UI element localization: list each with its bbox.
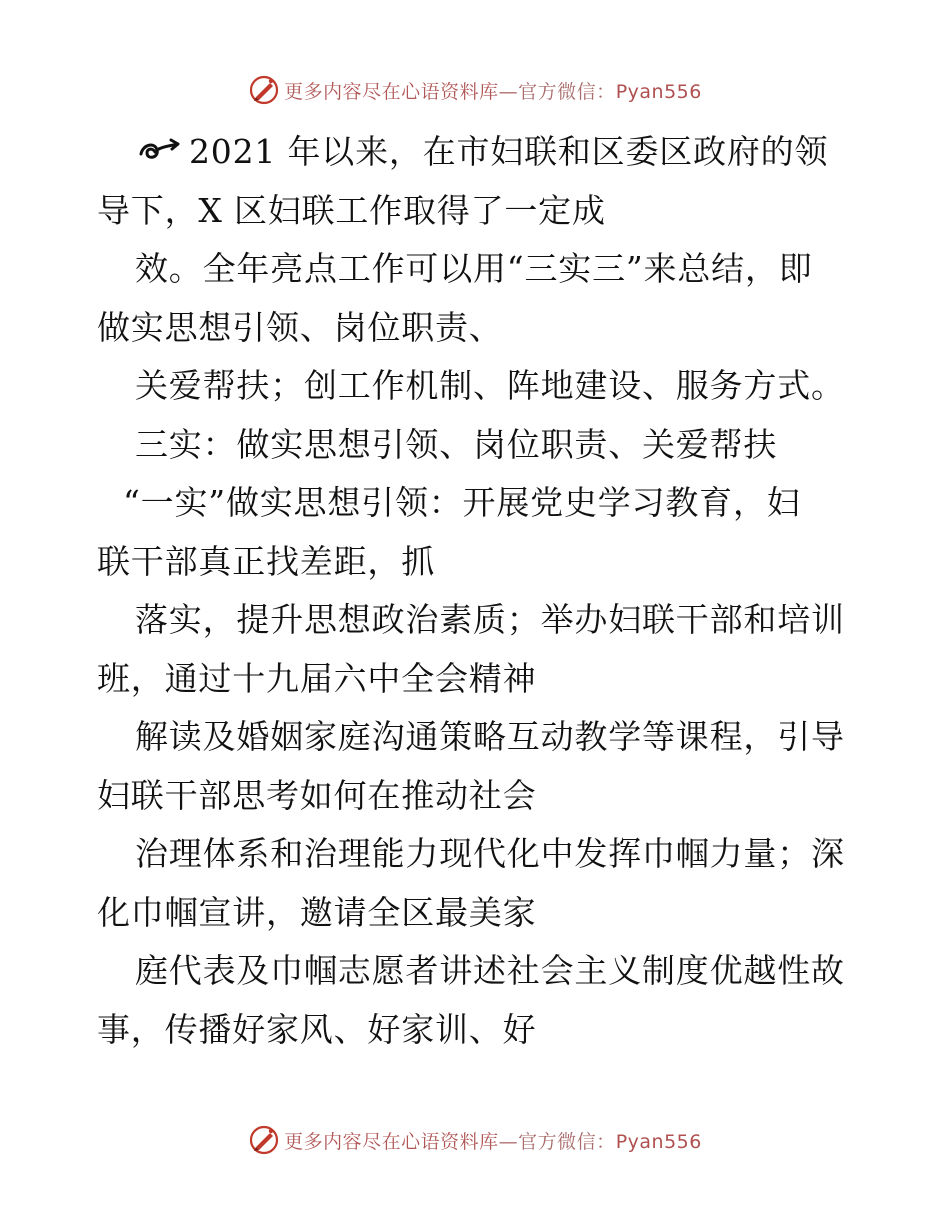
paragraph-line: 事，传播好家风、好家训、好 bbox=[97, 1009, 537, 1049]
paragraph-line: 联干部真正找差距，抓 bbox=[97, 541, 435, 581]
header-banner-text: 更多内容尽在心语资料库—官方微信：Pyan556 bbox=[284, 80, 702, 103]
paragraph-line: 解读及婚姻家庭沟通策略互动教学等课程，引导 bbox=[135, 717, 845, 756]
footer-banner bbox=[0, 1120, 950, 1160]
paragraph-line: 治理体系和治理能力现代化中发挥巾帼力量；深 bbox=[135, 834, 845, 873]
paragraph-line: 庭代表及巾帼志愿者讲述社会主义制度优越性故 bbox=[135, 951, 845, 990]
paragraph-line: 三实：做实思想引领、岗位职责、关爱帮扶 bbox=[135, 424, 778, 464]
paragraph-line: 导下，X 区妇联工作取得了一定成 bbox=[97, 190, 606, 230]
pen-logo-icon bbox=[248, 74, 280, 106]
footer-banner-text: 更多内容尽在心语资料库—官方微信：Pyan556 bbox=[284, 1130, 702, 1153]
flourish-icon bbox=[137, 136, 181, 166]
paragraph-line: 落实，提升思想政治素质；举办妇联干部和培训 bbox=[135, 600, 845, 639]
pen-logo-icon bbox=[248, 1124, 280, 1156]
paragraph-line: 化巾帼宣讲，邀请全区最美家 bbox=[97, 892, 537, 932]
header-banner bbox=[0, 70, 950, 110]
paragraph-line: 做实思想引领、岗位职责、 bbox=[97, 307, 503, 347]
paragraph-line: 关爱帮扶；创工作机制、阵地建设、服务方式。 bbox=[135, 366, 845, 405]
paragraph-line: 班，通过十九届六中全会精神 bbox=[97, 658, 537, 698]
paragraph-line: 2021 年以来，在市妇联和区委区政府的领 bbox=[97, 123, 867, 182]
paragraph-line: “一实”做实思想引领：开展党史学习教育，妇 bbox=[123, 483, 801, 522]
paragraph-line: 妇联干部思考如何在推动社会 bbox=[97, 775, 537, 815]
paragraph-line: 效。全年亮点工作可以用“三实三”来总结，即 bbox=[135, 249, 813, 288]
document-body bbox=[97, 123, 867, 1059]
